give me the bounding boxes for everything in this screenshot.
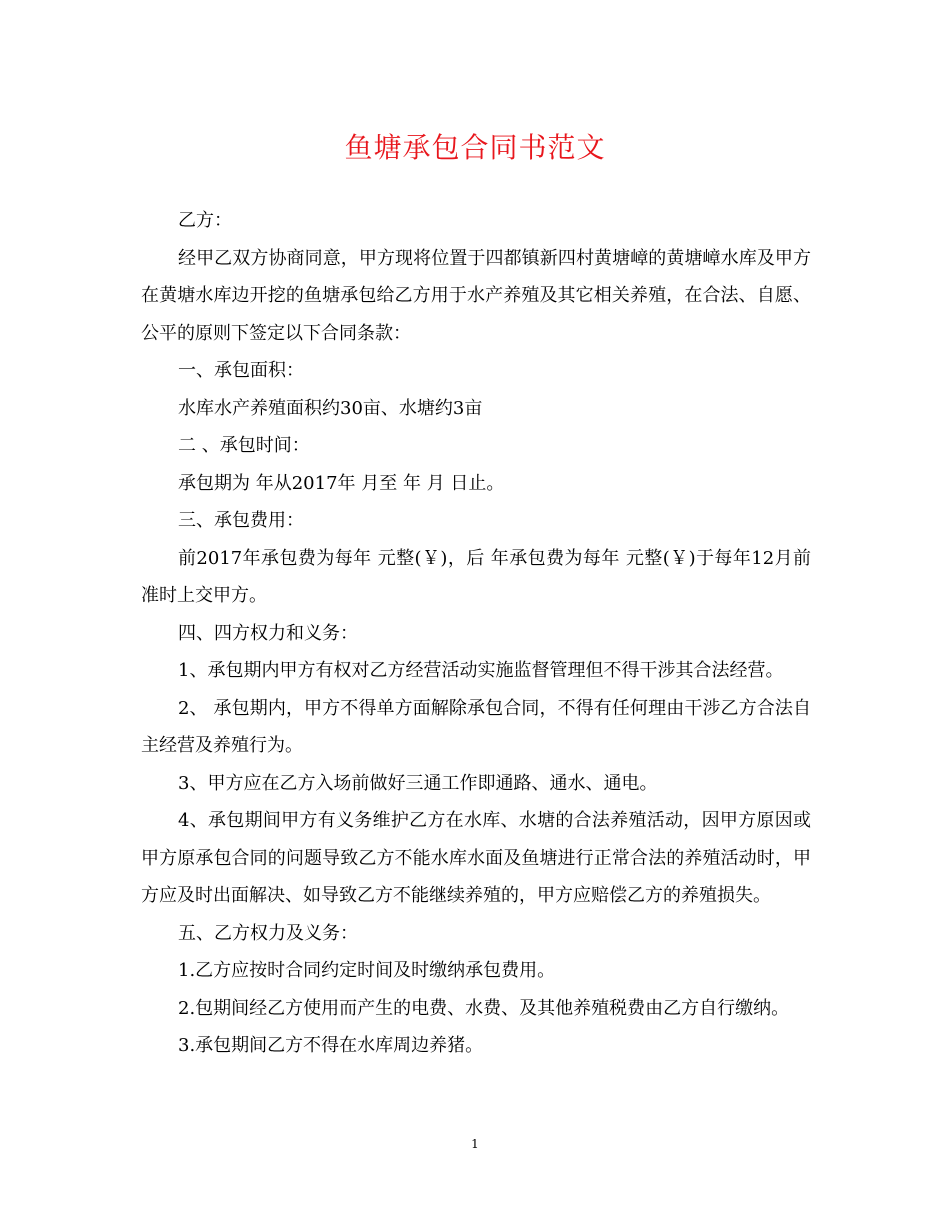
clause-b-1: 1.乙方应按时合同约定时间及时缴纳承包费用。 <box>178 960 556 981</box>
clause-b-2: 2.包期间经乙方使用而产生的电费、水费、及其他养殖税费由乙方自行缴纳。 <box>178 997 790 1019</box>
paragraph-term: 承包期为 年从2017年 月至 年 月 日止。 <box>178 472 505 494</box>
heading-area: 一、承包面积： <box>178 360 304 381</box>
clause-b-3: 3.承包期间乙方不得在水库周边养猪。 <box>178 1035 484 1056</box>
heading-term: 二 、承包时间： <box>178 435 310 456</box>
clause-a-1: 1、承包期内甲方有权对乙方经营活动实施监督管理但不得干涉其合法经营。 <box>178 660 784 681</box>
clause-a-2: 2、 承包期内，甲方不得单方面解除承包合同，不得有任何理由干涉乙方合法自主经营及养殖行为。 <box>141 697 811 756</box>
clause-a-4: 4、承包期间甲方有义务维护乙方在水库、水塘的合法养殖活动，因甲方原因或甲方原承包合同的问题导致乙方不能水库水面及鱼塘进行正常合法的养殖活动时，甲方应及时出面解决、如导致乙方不能继续养殖的，甲方应赔偿乙方的养殖损失。 <box>141 810 811 906</box>
document-body <box>141 202 811 1065</box>
clause-a-3: 3、甲方应在乙方入场前做好三通工作即通路、通水、通电。 <box>178 772 658 794</box>
paragraph-intro: 经甲乙双方协商同意，甲方现将位置于四都镇新四村黄塘嶂的黄塘嶂水库及甲方在黄塘水库边开挖的鱼塘承包给乙方用于水产养殖及其它相关养殖，在合法、自愿、公平的原则下签定以下合同条款： <box>141 247 811 344</box>
paragraph-fee: 前2017年承包费为每年 元整(￥)，后 年承包费为每年 元整(￥)于每年12月前准时上交甲方。 <box>141 547 811 606</box>
heading-fee: 三、承包费用： <box>178 510 304 531</box>
heading-party-a-rights: 四、四方权力和义务： <box>178 622 358 644</box>
page-number: 1 <box>471 1137 479 1151</box>
paragraph-party-b: 乙方： <box>178 210 232 231</box>
document-title: 鱼塘承包合同书范文 <box>344 131 606 164</box>
heading-party-b-rights: 五、乙方权力及义务： <box>178 922 358 944</box>
paragraph-area: 水库水产养殖面积约30亩、水塘约3亩 <box>178 397 483 419</box>
